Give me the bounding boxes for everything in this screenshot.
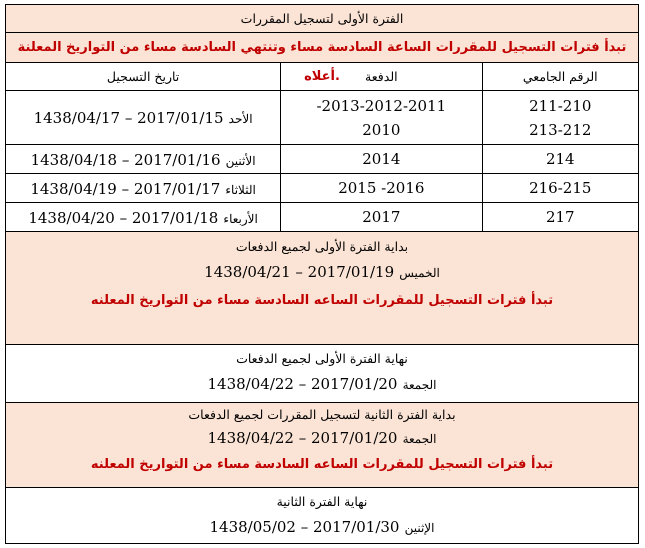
header-title-row <box>5 4 639 32</box>
header-title: الفترة الأولى لتسجيل المقررات <box>240 11 404 26</box>
day-label: الأثنين <box>225 153 256 168</box>
day-label: الجمعة <box>402 432 437 446</box>
day-label: الإثنين <box>404 521 435 535</box>
table-header-row <box>5 62 639 90</box>
batch-line2: 2010 <box>362 120 401 139</box>
student-id-cell: 214 <box>482 145 639 173</box>
registration-date-cell <box>6 145 280 173</box>
first-start-notice: تبدأ فترات التسجيل للمقررات الساعه السادسة مساء من التواريخ المعلنه <box>90 293 554 308</box>
header-notice: تبدأ فترات التسجيل للمقررات الساعة السادسة مساء وتنتهي السادسة مساء من التواريخ المعلنة أعلاه. <box>17 40 627 84</box>
first-period-start-section <box>5 231 639 344</box>
registration-date-cell <box>6 91 280 144</box>
date-value: 2017/01/20 – 1438/04/22 <box>207 375 398 393</box>
student-id-line2: 213-212 <box>529 120 592 139</box>
registration-date-cell <box>6 174 280 202</box>
first-period-end-section <box>5 344 639 402</box>
student-id-cell: 217 <box>482 203 639 231</box>
student-id-line1: 211-210 <box>529 96 592 115</box>
batch-line1: 2013-2012-2011- <box>316 96 447 115</box>
column-header-batch: الدفعة <box>280 63 481 90</box>
table-row <box>5 202 639 231</box>
date-value: 2017/01/18 – 1438/04/20 <box>28 208 219 227</box>
second-period-start-section <box>5 402 639 487</box>
day-label: الأربعاء <box>223 211 258 226</box>
batch-cell: 2014 <box>280 145 481 173</box>
second-end-title: نهاية الفترة الثانية <box>276 494 368 509</box>
first-end-date-line <box>6 374 638 393</box>
second-start-title: بداية الفترة الثانية لتسجيل المقررات لجميع الدفعات <box>188 407 456 422</box>
second-period-end-section <box>5 487 639 543</box>
date-value: 2017/01/17 – 1438/04/19 <box>30 179 221 198</box>
first-end-title: نهاية الفترة الأولى لجميع الدفعات <box>236 351 408 366</box>
table-row <box>5 173 639 202</box>
date-value: 2017/01/15 – 1438/04/17 <box>33 109 224 127</box>
table-row <box>5 90 639 144</box>
day-label: الجمعة <box>402 378 437 392</box>
day-label: الخميس <box>399 266 440 280</box>
second-end-date-line <box>6 517 638 536</box>
table-row <box>5 144 639 173</box>
day-label: الأحد <box>228 112 253 126</box>
first-start-date-line <box>6 262 638 281</box>
student-id-cell <box>482 91 639 144</box>
date-value: 2017/01/20 – 1438/04/22 <box>207 429 398 447</box>
first-start-title: بداية الفترة الأولى لجميع الدفعات <box>235 239 409 254</box>
date-value: 2017/01/16 – 1438/04/18 <box>30 150 221 169</box>
batch-cell: 2016- 2015 <box>280 174 481 202</box>
day-label: الثلاثاء <box>225 182 256 197</box>
date-value: 2017/01/30 – 1438/05/02 <box>209 518 400 536</box>
second-start-date-line <box>6 428 638 447</box>
student-id-cell: 216-215 <box>482 174 639 202</box>
date-value: 2017/01/19 – 1438/04/21 <box>204 263 395 281</box>
column-header-date: تاريخ التسجيل <box>106 69 180 84</box>
batch-cell: 2017 <box>280 203 481 231</box>
table-bottom-border <box>5 543 639 544</box>
registration-date-cell <box>6 203 280 231</box>
batch-cell <box>280 91 481 144</box>
second-start-notice: تبدأ فترات التسجيل للمقررات الساعه السادسة مساء من التواريخ المعلنه <box>90 457 554 472</box>
column-header-id: الرقم الجامعي <box>482 63 639 90</box>
